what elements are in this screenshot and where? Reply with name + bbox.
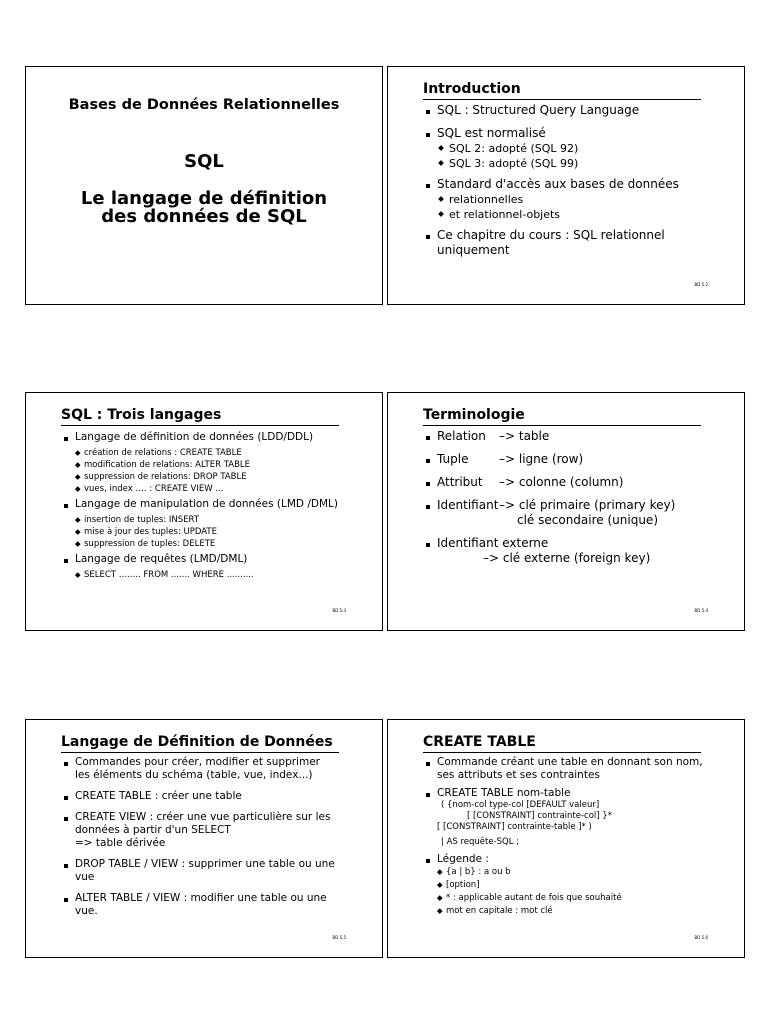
sub-item: insertion de tuples: INSERT <box>63 514 363 526</box>
list-item-text: => table dérivée <box>75 837 166 849</box>
list-group <box>63 553 363 581</box>
subtitle-line-2: des données de SQL <box>101 206 307 227</box>
syntax-line: ( {nom-col type-col [DEFAULT valeur] <box>441 800 600 810</box>
sub-item: {a | b} : a ou b <box>425 866 715 879</box>
list-group <box>63 431 363 495</box>
list-item: CREATE TABLE : créer une table <box>63 790 338 803</box>
slide-heading: Langage de Définition de Données <box>61 734 339 753</box>
bullet-list <box>63 431 363 584</box>
sub-item: suppression de tuples: DELETE <box>63 538 363 550</box>
list-item: Commandes pour créer, modifier et supprimer les éléments du schéma (table, vue, index...) <box>63 756 338 782</box>
list-item-text: CREATE TABLE nom-table <box>437 787 571 799</box>
list-item <box>63 811 338 850</box>
page-number: BD.5.4 <box>694 608 708 613</box>
page-number: BD.5.3 <box>332 608 346 613</box>
term-key: Identifiant <box>437 498 499 512</box>
sub-item: SELECT …..... FROM ....... WHERE .......... <box>63 569 363 581</box>
slide-create-table <box>387 719 745 958</box>
list-item: DROP TABLE / VIEW : supprimer une table ou une vue <box>63 858 338 884</box>
list-item: ALTER TABLE / VIEW : modifier une table ou une vue. <box>63 892 338 918</box>
term-key: Tuple <box>437 452 469 466</box>
sub-item: et relationnel-objets <box>425 207 725 222</box>
syntax-line: [ [CONSTRAINT] contrainte-table ]* ) <box>437 822 592 832</box>
slide-heading: CREATE TABLE <box>423 734 701 753</box>
term-value: –> colonne (column) <box>499 475 624 489</box>
list-item-text: CREATE VIEW : créer une vue particulière sur les données à partir d'un SELECT <box>75 811 331 836</box>
sql-heading: SQL <box>184 151 224 172</box>
bullet-list <box>425 103 725 266</box>
syntax-line: [ [CONSTRAINT] contrainte-col] }* <box>467 811 612 821</box>
slide-heading: SQL : Trois langages <box>61 407 339 426</box>
slide-introduction <box>387 66 745 305</box>
slide-title <box>25 66 383 305</box>
list-group <box>63 498 363 550</box>
list-item: SQL : Structured Query Language <box>425 103 725 118</box>
sub-item: vues, index …. : CREATE VIEW ... <box>63 483 363 495</box>
sub-item: SQL 2: adopté (SQL 92) <box>425 141 725 156</box>
list-item <box>425 126 725 171</box>
list-item <box>425 787 715 848</box>
page-number: BD.5.6 <box>694 935 708 940</box>
sub-item: mise à jour des tuples: UPDATE <box>63 526 363 538</box>
list-item: Langage de manipulation de données (LMD /DML) <box>63 498 363 511</box>
slide-heading: Introduction <box>423 81 701 100</box>
term-key: Relation <box>437 429 486 443</box>
slide-trois-langages <box>25 392 383 631</box>
bullet-list <box>425 756 715 923</box>
list-item: Langage de requêtes (LMD/DML) <box>63 553 363 566</box>
page-number: BD.5.5 <box>332 935 346 940</box>
term-key: Identifiant externe <box>437 536 549 550</box>
sub-item: [option] <box>425 879 715 892</box>
bullet-list <box>63 756 338 926</box>
list-item: Commande créant une table en donnant son nom, ses attributs et ses contraintes <box>425 756 715 782</box>
term-key: Attribut <box>437 475 483 489</box>
sub-item: relationnelles <box>425 192 725 207</box>
slide-terminologie <box>387 392 745 631</box>
list-item-text: Légende : <box>437 853 489 865</box>
course-title: Bases de Données Relationnelles <box>68 97 340 113</box>
sub-item: SQL 3: adopté (SQL 99) <box>425 156 725 171</box>
list-item <box>425 853 715 918</box>
list-item-text: SQL est normalisé <box>437 126 546 140</box>
term-list <box>425 429 725 574</box>
sub-item: mot en capitale : mot clé <box>425 905 715 918</box>
term-row <box>425 536 725 566</box>
term-row <box>425 498 725 528</box>
slide-heading: Terminologie <box>423 407 701 426</box>
list-item <box>425 177 725 222</box>
sub-item: modification de relations: ALTER TABLE <box>63 459 363 471</box>
list-item-text: Standard d'accès aux bases de données <box>437 177 679 191</box>
term-value: –> table <box>499 429 550 443</box>
sub-item: * : applicable autant de fois que souhaité <box>425 892 715 905</box>
term-value: –> ligne (row) <box>499 452 584 466</box>
list-item: Langage de définition de données (LDD/DDL) <box>63 431 363 444</box>
term-row <box>425 452 725 467</box>
sub-item: suppression de relations: DROP TABLE <box>63 471 363 483</box>
syntax-line: | AS requête-SQL ; <box>441 837 520 847</box>
page-number: BD.5.2 <box>694 282 708 287</box>
subtitle-line-1: Le langage de définition <box>80 188 328 209</box>
term-value: –> clé externe (foreign key) <box>483 551 651 565</box>
term-row <box>425 475 725 490</box>
term-value-2: clé secondaire (unique) <box>517 513 658 527</box>
sub-item: création de relations : CREATE TABLE <box>63 447 363 459</box>
term-row <box>425 429 725 444</box>
list-item: Ce chapitre du cours : SQL relationnel uniquement <box>425 228 687 258</box>
term-value: –> clé primaire (primary key) <box>499 498 676 512</box>
slide-ldd <box>25 719 383 958</box>
